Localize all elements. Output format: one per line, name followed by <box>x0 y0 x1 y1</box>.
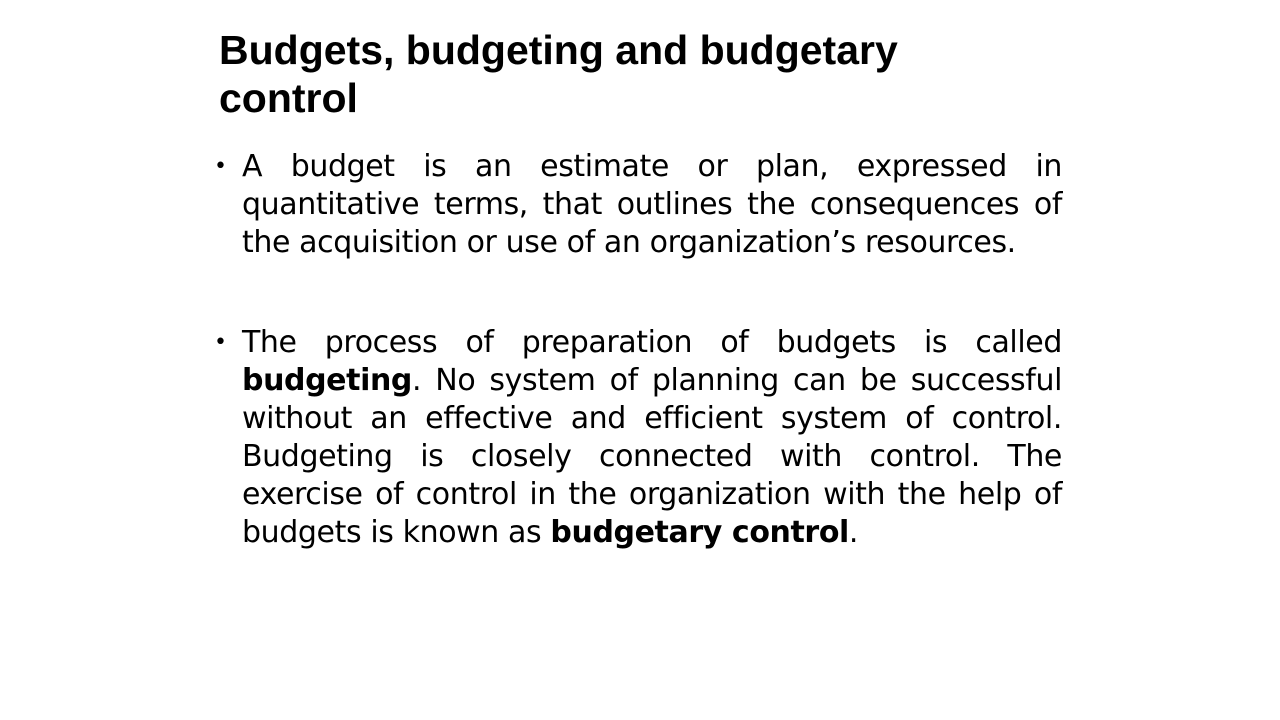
bullet-marker: • <box>214 330 227 355</box>
text-segment: The process of preparation of budgets is called <box>242 325 1062 360</box>
text-segment: . <box>848 515 859 550</box>
bullet-list <box>214 148 1062 552</box>
bullet-text <box>242 324 1062 552</box>
bullet-item-budget-definition <box>214 148 1062 262</box>
key-term-budgetary-control: budgetary control <box>550 515 849 550</box>
slide-title: Budgets, budgeting and budgetary control <box>219 27 898 121</box>
bullet-text: A budget is an estimate or plan, expressed in quantitative terms, that outlines the consequences of the acquisition or use of an organization’s resources. <box>242 149 1062 260</box>
bullet-item-budgeting-definition <box>214 324 1062 552</box>
text-segment: . No system of planning can be successful without an effective and efficient system of control. Budgeting is closely connected with control. The exercise of control in the organization with the help of budgets is known as <box>242 363 1062 550</box>
key-term-budgeting: budgeting <box>242 363 412 398</box>
bullet-marker: • <box>214 154 227 179</box>
